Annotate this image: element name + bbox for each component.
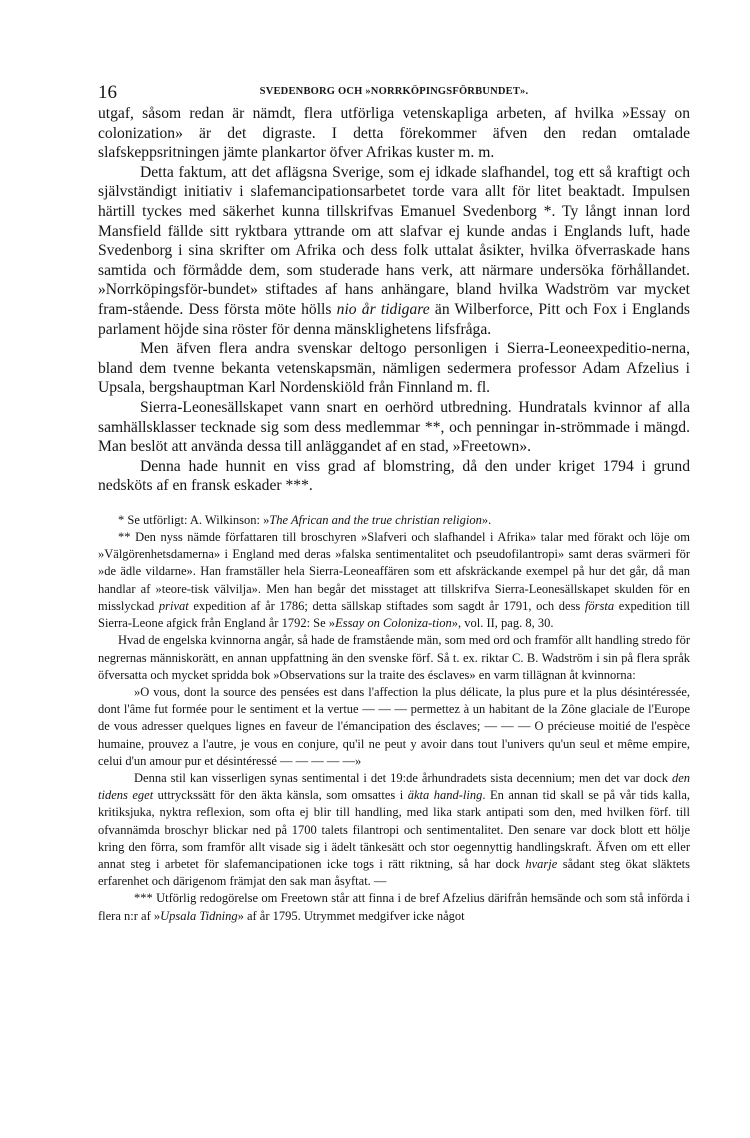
book-page	[98, 82, 690, 925]
running-head: SVEDENBORG OCH »NORRKÖPINGSFÖRBUNDET».	[259, 86, 529, 97]
footnote-2-continuation: Hvad de engelska kvinnorna angår, så hade de framstående män, som med ord och framför allt handling stredo för negrernas människorätt, en annan uppfattning än den svenske förf. Så t. ex. riktar C. B. Wadström i sin på flera språk öfversatta och mycket spridda bok »Observations sur la traite des ésclaves» en varm tillägnan åt kvinnorna:	[98, 633, 690, 682]
footnote-2: ** Den nyss nämde författaren till broschyren »Slafveri och slafhandel i Afrika» talar med förakt och löje om »Välgörenhetsdamerna» i England med deras »falska sentimentalitet och pseudofilantropi» samt deras svärmeri för »de ädle vildarne». Han framställer hela Sierra-Leoneaffären som ett afskräckande exempel på hur det går, då man handlar af »teore-tisk välvilja». Men han begår det misstaget att tillskrifva Sierra-Leonesällskapet skulden för en misslyckad privat expedition af år 1786; detta sällskap stiftades som sagdt år 1791, och dess första expedition till Sierra-Leone afgick från England år 1792: Se »Essay on Coloniza-tion», vol. II, pag. 8, 30.	[98, 530, 691, 631]
paragraph-1: utgaf, såsom redan är nämdt, flera utförliga vetenskapliga arbeten, af hvilka »Essay on colonization» är det digraste. I detta förekommer äfven den redan omtalade slafskeppsritningen jämte plankartor öfver Afrikas kuster m. m.	[98, 105, 690, 162]
footnotes	[98, 512, 690, 925]
page-number: 16	[98, 82, 117, 103]
paragraph-3: Men äfven flera andra svenskar deltogo personligen i Sierra-Leoneexpeditio-nerna, bland dem tvenne bekanta vetenskapsmän, nämligen sedermera professor Adam Afzelius i Upsala, bergshauptman Karl Nordenskiöld från Finnland m. fl.	[98, 340, 690, 397]
footnote-3: *** Utförlig redogörelse om Freetown står att finna i de bref Afzelius därifrån hemsände och som stå införda i flera n:r af »Upsala Tidning» af år 1795. Utrymmet medgifver icke något	[98, 891, 690, 923]
paragraph-4: Sierra-Leonesällskapet vann snart en oerhörd utbredning. Hundratals kvinnor af alla samhällsklasser tecknade sig som dess medlemmar **, och penningar in-strömmade i mängd. Man beslöt att använda dessa till anläggandet af en stad, »Freetown».	[98, 398, 690, 456]
footnote-2-commentary: Denna stil kan visserligen synas sentimental i det 19:de århundradets sista decennium; men det var dock den tidens eget uttryckssätt för den äkta känsla, som omsattes i äkta hand-ling. En annan tid skall se på vår tids kalla, kritiksjuka, nyktra reflexion, som ofta ej blir till handling, med lika stark antipati som den, med hvilken förf. till ofvannämda broschyr blickar ned på 1700 talets filantropi och sentimentalitet. Den senare var dock blott ett hölje kring den förra, som framför allt visade sig i ädelt tänkesätt och stor oegennyttig handlingskraft. Äfven om ett eller annat steg i arbetet för slafemancipationen icke togs i rätt riktning, så har dock hvarje sådant steg ökat släktets erfarenhet och därigenom främjat den sak man åsyftat. —	[98, 770, 691, 889]
page-header	[98, 82, 690, 104]
main-text	[98, 104, 690, 496]
footnote-1: * Se utförligt: A. Wilkinson: »The African and the true christian religion».	[118, 512, 492, 527]
french-quotation: »O vous, dont la source des pensées est dans l'affection la plus délicate, la plus pure et la plus désintéressée, dont l'âme fut formée pour le sentiment et la vertue — — — permettez à un habitant de la Zône glaciale de l'Europe de vous adresser quelques lignes en faveur de l'émancipation des ésclaves; — — — O précieuse moitié de l'espèce humaine, prouvez a l'autre, je vous en conjure, qu'il ne peut y avoir dans tout l'univers qu'un seul et même empire, celui d'un amour pur et désintéressé — — — — —»	[98, 684, 690, 768]
paragraph-5: Denna hade hunnit en viss grad af blomstring, då den under kriget 1794 i grund nedsköts af en fransk eskader ***.	[98, 457, 690, 495]
paragraph-2: Detta faktum, att det aflägsna Sverige, som ej idkade slafhandel, tog ett så kraftigt och självständigt initiativ i slafemancipationsarbetet torde vara allt för litet beaktadt. Impulsen härtill tyckes med säkerhet kunna tillskrifvas Emanuel Svedenborg *. Ty långt innan lord Mansfield fällde sitt ryktbara yttrande om att slafvar ej kunde andas i Englands luft, hade Svedenborg i sina skrifter om Afrika och dess folk uttalat åsikter, hvilka öfverraskade hans samtida och förmådde dem, som studerade hans verk, att närmare undersöka förhållandet. »Norrköpingsför-bundet» stiftades af hans anhängare, bland hvilka Wadström var mycket fram-stående. Dess första möte hölls nio år tidigare än Wilberforce, Pitt och Fox i Englands parlament höjde sina röster för denna mänsklighetens lifsfråga.	[98, 163, 690, 338]
